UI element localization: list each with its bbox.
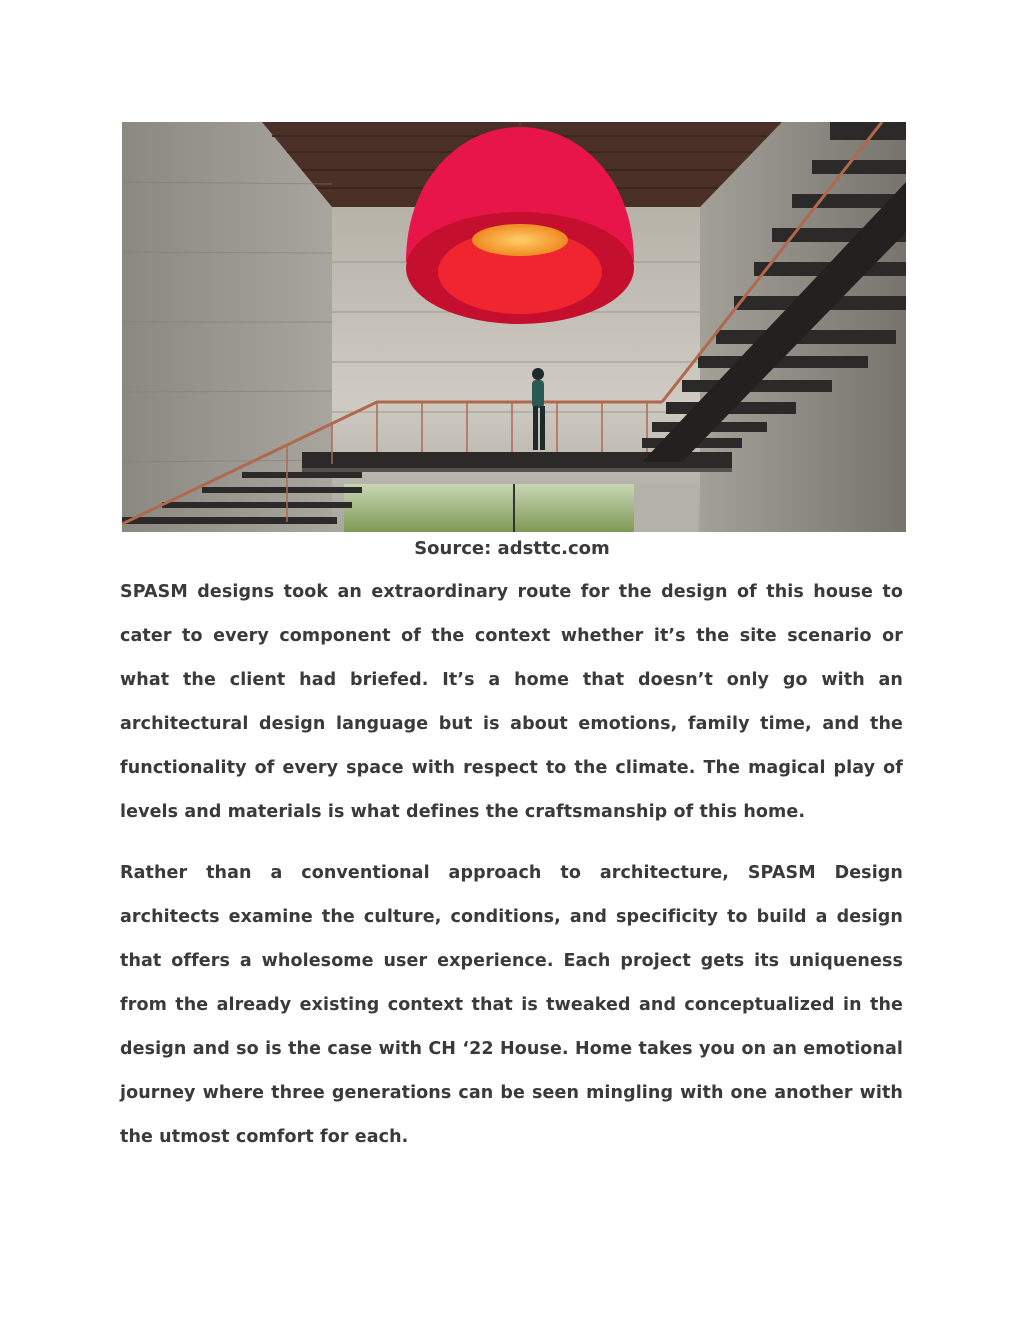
figure-caption: Source: adsttc.com [414,538,610,559]
article-photo [122,122,906,532]
body-paragraph-1: SPASM designs took an extraordinary route for the design of this house to cater to every component of the context whether it’s the site scenario or what the client had briefed. It’s a home that doesn’t only go with an architectural design language but is about emotions, family time, and the functionality of every space with respect to the climate. The magical play of levels and materials is what defines the craftsmanship of this home. [120,582,903,822]
body-paragraph-2: Rather than a conventional approach to architecture, SPASM Design architects examine the culture, conditions, and specificity to build a design that offers a wholesome user experience. Each project gets its uniqueness from the already existing context that is tweaked and conceptualized in the design and so is the case with CH ‘22 House. Home takes you on an emotional journey where three generations can be seen mingling with one another with the utmost comfort for each. [120,863,903,1147]
staircase-lamp-photo-icon [122,122,906,532]
